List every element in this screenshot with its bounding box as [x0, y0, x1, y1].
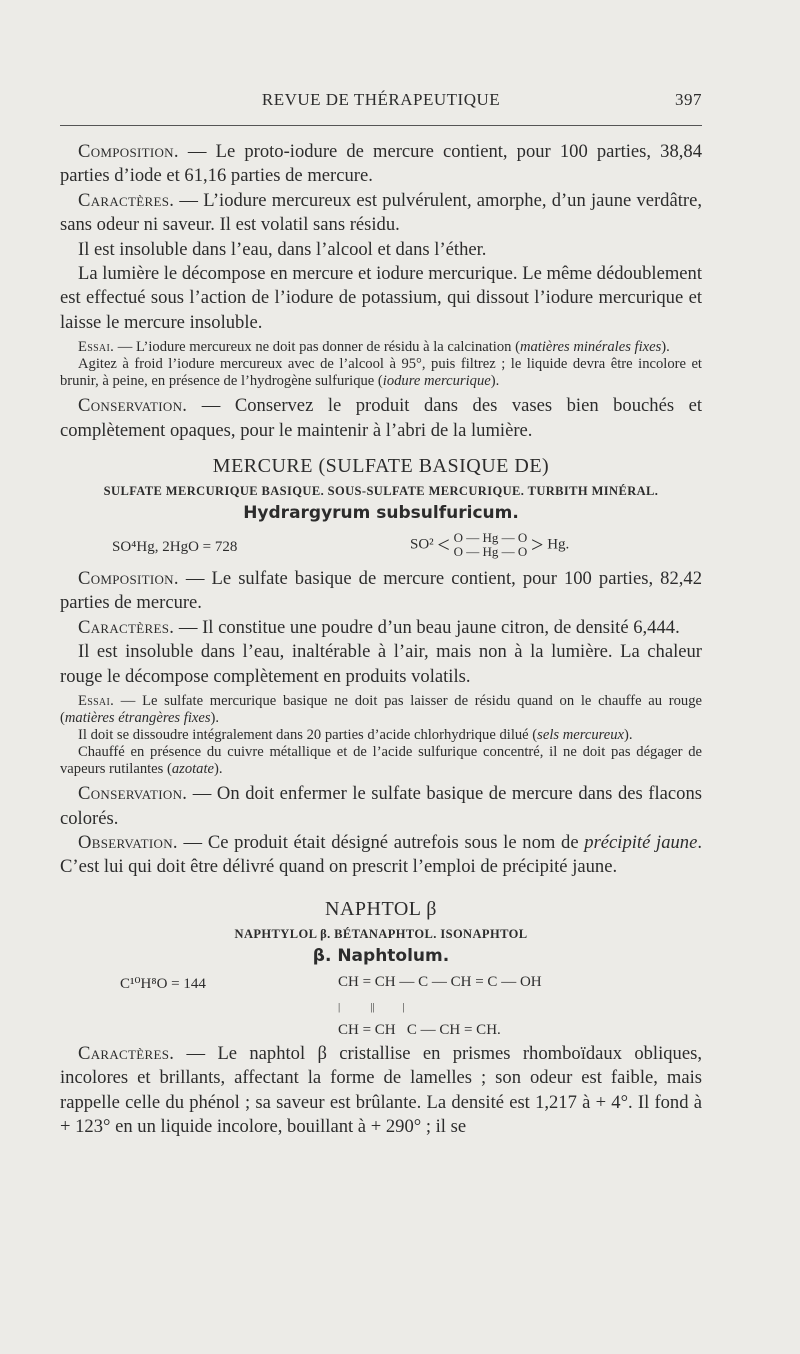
iodure-caracteres: Caractères. — L’iodure mercureux est pulvérulent, amorphe, d’un jaune verdâtre, sans odeur ni saveur. Il est volatil sans résidu. — [60, 189, 702, 236]
sulfate-formula — [60, 531, 702, 567]
naphtol-structure: CH = CH — C — CH = C — OH | || | CH = CH C — CH = CH. — [338, 973, 542, 1038]
sulfate-caracteres: Caractères. — Il constitue une poudre d’un beau jaune citron, de densité 6,444. — [78, 616, 680, 638]
journal-title: REVUE DE THÉRAPEUTIQUE — [261, 90, 501, 109]
iodure-composition: Composition. — Le proto-iodure de mercure contient, pour 100 parties, 38,84 parties d’iode et 61,16 parties de mercure. — [60, 141, 702, 187]
sulfate-synonyms: SULFATE MERCURIQUE BASIQUE. SOUS-SULFATE MERCURIQUE. TURBITH MINÉRAL. — [103, 484, 659, 499]
naphtol-title: NAPHTOL β — [325, 897, 437, 920]
iodure-solubility: Il est insoluble dans l’eau, dans l’alcool et dans l’éther. — [78, 238, 487, 260]
sulfate-dissoudre: Il doit se dissoudre intégralement dans 20 parties d’acide chlorhydrique dilué (sels mercureux). — [78, 727, 633, 744]
sulfate-chauffe: Chauffé en présence du cuivre métallique et de l’acide sulfurique concentré, il ne doit pas dégager de vapeurs rutilantes (azotate). — [60, 744, 702, 778]
page-number: 397 — [675, 90, 702, 109]
iodure-conservation: Conservation. — Conservez le produit dans des vases bien bouchés et complètement opaques, pour le maintenir à l’abri de la lumière. — [60, 395, 702, 441]
naphtol-formula — [60, 970, 702, 1038]
page-body — [60, 140, 702, 1139]
running-header — [60, 90, 702, 112]
iodure-agitez: Agitez à froid l’iodure mercureux avec de l’alcool à 95°, puis filtrez ; le liquide devra être incolore et brunir, à peine, en présence de l’hydrogène sulfurique (iodure mercurique). — [60, 356, 702, 390]
naphtol-caracteres: Caractères. — Le naphtol β cristallise en prismes rhomboïdaux obliques, incolores et brillants, affectant la forme de lamelles ; son odeur est faible, mais rappelle celle du phénol ; sa saveur est brûlante. La densité est 1,217 à + 4°. Il fond à + 123° en un liquide incolore, bouillant à + 290° ; il se — [60, 1042, 702, 1137]
naphtol-latin-name: β. Naphtolum. — [312, 945, 450, 966]
sulfate-solubility: Il est insoluble dans l’eau, inaltérable à l’air, mais non à la lumière. La chaleur rouge le décompose complètement en produits volatils. — [60, 641, 702, 687]
sulfate-structure: SO² < O — Hg — O O — Hg — O > Hg. — [410, 530, 570, 560]
header-rule — [60, 125, 702, 126]
iodure-light: La lumière le décompose en mercure et iodure mercurique. Le même dédoublement est effectué sous l’action de l’iodure de potassium, qui dissout l’iodure mercurique et laisse le mercure insoluble. — [60, 263, 702, 333]
sulfate-title: MERCURE (SULFATE BASIQUE DE) — [212, 455, 550, 478]
sulfate-conservation: Conservation. — On doit enfermer le sulfate basique de mercure dans des flacons colorés. — [60, 783, 702, 829]
naphtol-formula-raw: C¹⁰H⁸O = 144 — [120, 975, 206, 992]
sulfate-latin-name: Hydrargyrum subsulfuricum. — [243, 503, 519, 524]
sulfate-formula-raw: SO⁴Hg, 2HgO = 728 — [112, 539, 238, 556]
sulfate-essai: Essai. — Le sulfate mercurique basique ne doit pas laisser de résidu quand on le chauffe au rouge (matières étrangères fixes). — [60, 693, 702, 727]
naphtol-synonyms: NAPHTYLOL β. BÉTANAPHTOL. ISONAPHTOL — [234, 926, 528, 941]
iodure-essai: Essai. — L’iodure mercureux ne doit pas donner de résidu à la calcination (matières minérales fixes). — [78, 339, 670, 356]
sulfate-observation: Observation. — Ce produit était désigné autrefois sous le nom de précipité jaune. C’est lui qui doit être délivré quand on prescrit l’emploi de précipité jaune. — [60, 831, 702, 878]
sulfate-composition: Composition. — Le sulfate basique de mercure contient, pour 100 parties, 82,42 parties de mercure. — [60, 568, 702, 614]
